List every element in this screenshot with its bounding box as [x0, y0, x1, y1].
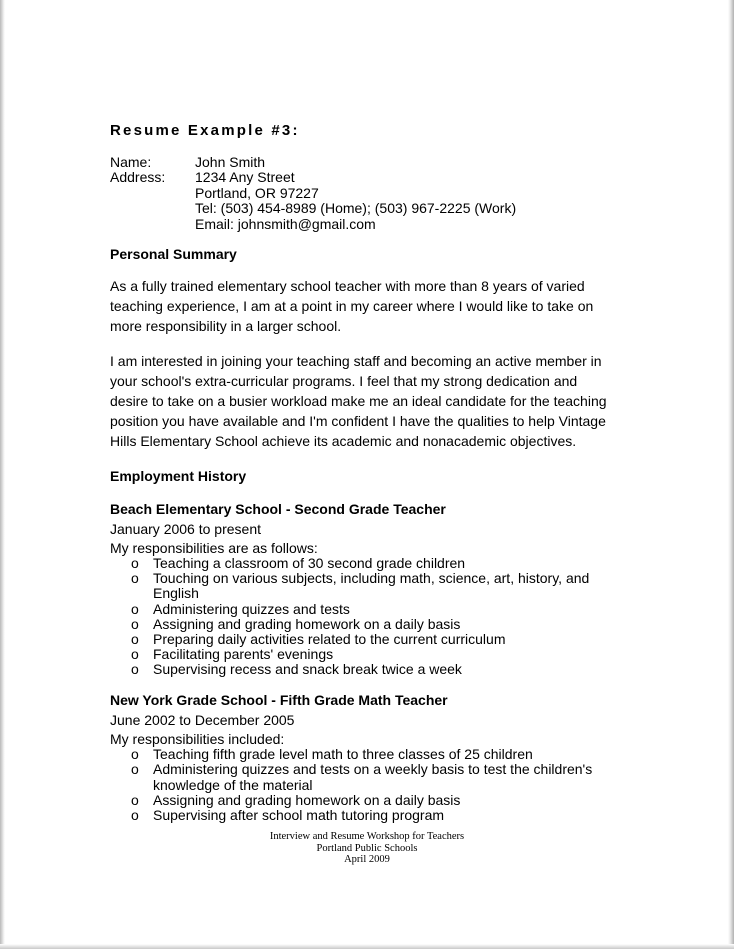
responsibilities-intro: My responsibilities included:: [110, 730, 285, 747]
address-email: Email: johnsmith@gmail.com: [195, 215, 376, 232]
paragraph-line: Hills Elementary School achieve its academic and nonacademic objectives.: [110, 433, 577, 450]
list-item: [110, 762, 670, 792]
list-item: [110, 571, 670, 601]
list-item: [110, 602, 670, 617]
job-entry: [110, 691, 670, 823]
list-item-text: Facilitating parents' evenings: [153, 646, 334, 663]
page-footer: [0, 831, 734, 866]
bullet-icon: o: [131, 761, 139, 778]
list-item-text: Assigning and grading homework on a daily basis: [153, 615, 461, 632]
list-item-text: Administering quizzes and tests on a weekly basis to test the children's: [153, 761, 593, 778]
bullet-icon: o: [131, 615, 139, 632]
paragraph-line: As a fully trained elementary school teacher with more than 8 years of varied: [110, 278, 585, 295]
bullet-icon: o: [131, 791, 139, 808]
resume-content: [110, 122, 670, 823]
address-street: 1234 Any Street: [195, 169, 295, 186]
list-item-text: Assigning and grading homework on a daily basis: [153, 791, 461, 808]
name-label: Name:: [110, 154, 152, 170]
address-lines: [195, 170, 516, 232]
job-title: Beach Elementary School - Second Grade Teacher: [110, 500, 446, 517]
job-dates: January 2006 to present: [110, 520, 261, 537]
bullet-icon: o: [131, 631, 139, 648]
page-edge-left: [0, 0, 5, 949]
list-item: [110, 793, 670, 808]
job-entry: [110, 500, 670, 678]
summary-paragraph-2: [110, 351, 670, 452]
page-edge-bottom: [0, 944, 734, 949]
list-item: [110, 556, 670, 571]
list-item-text: Preparing daily activities related to the current curriculum: [153, 631, 506, 648]
list-item-text: Touching on various subjects, including math, science, art, history, and: [153, 570, 590, 587]
footer-workshop: Interview and Resume Workshop for Teachers: [269, 831, 465, 842]
employment-history-heading: Employment History: [110, 467, 247, 484]
address-city: Portland, OR 97227: [195, 184, 319, 201]
list-item-text-continued: knowledge of the material: [153, 776, 313, 793]
responsibilities-list: [110, 747, 670, 823]
paragraph-line: more responsibility in a larger school.: [110, 318, 342, 335]
job-title: New York Grade School - Fifth Grade Math Teacher: [110, 691, 448, 708]
list-item: [110, 662, 670, 677]
list-item-text: Administering quizzes and tests: [153, 600, 350, 617]
personal-summary-heading: Personal Summary: [110, 246, 237, 263]
name-row: [110, 155, 670, 170]
list-item: [110, 747, 670, 762]
list-item-text: Supervising after school math tutoring program: [153, 806, 445, 823]
paragraph-line: desire to take on a busier workload make me an ideal candidate for the teaching: [110, 393, 607, 410]
list-item: [110, 808, 670, 823]
list-item-text-continued: English: [153, 585, 199, 602]
page-edge-right: [728, 0, 734, 949]
paragraph-line: teaching experience, I am at a point in my career where I would like to take on: [110, 298, 594, 315]
contact-block: [110, 155, 670, 232]
paragraph-line: position you have available and I'm confident I have the qualities to help Vintage: [110, 413, 606, 430]
address-row: [110, 170, 670, 232]
bullet-icon: o: [131, 570, 139, 587]
address-phone: Tel: (503) 454-8989 (Home); (503) 967-2225 (Work): [195, 200, 517, 217]
job-dates: June 2002 to December 2005: [110, 711, 295, 728]
list-item-text: Supervising recess and snack break twice a week: [153, 661, 462, 678]
name-value: John Smith: [195, 154, 266, 170]
list-item-text: Teaching a classroom of 30 second grade children: [153, 555, 466, 572]
list-item: [110, 632, 670, 647]
footer-organization: Portland Public Schools: [316, 842, 418, 854]
footer-date: April 2009: [344, 854, 390, 865]
paragraph-line: I am interested in joining your teaching staff and becoming an active member in: [110, 352, 602, 369]
bullet-icon: o: [131, 746, 139, 763]
bullet-icon: o: [131, 661, 139, 678]
list-item: [110, 647, 670, 662]
paragraph-line: your school's extra-curricular programs. I feel that my strong dedication and: [110, 372, 578, 389]
bullet-icon: o: [131, 806, 139, 823]
bullet-icon: o: [131, 600, 139, 617]
document-title: Resume Example #3:: [110, 122, 300, 139]
list-item: [110, 617, 670, 632]
address-label: Address:: [110, 169, 166, 186]
bullet-icon: o: [131, 555, 139, 572]
list-item-text: Teaching fifth grade level math to three classes of 25 children: [153, 746, 533, 763]
responsibilities-intro: My responsibilities are as follows:: [110, 539, 318, 556]
bullet-icon: o: [131, 646, 139, 663]
summary-paragraph-1: [110, 276, 670, 337]
responsibilities-list: [110, 556, 670, 678]
